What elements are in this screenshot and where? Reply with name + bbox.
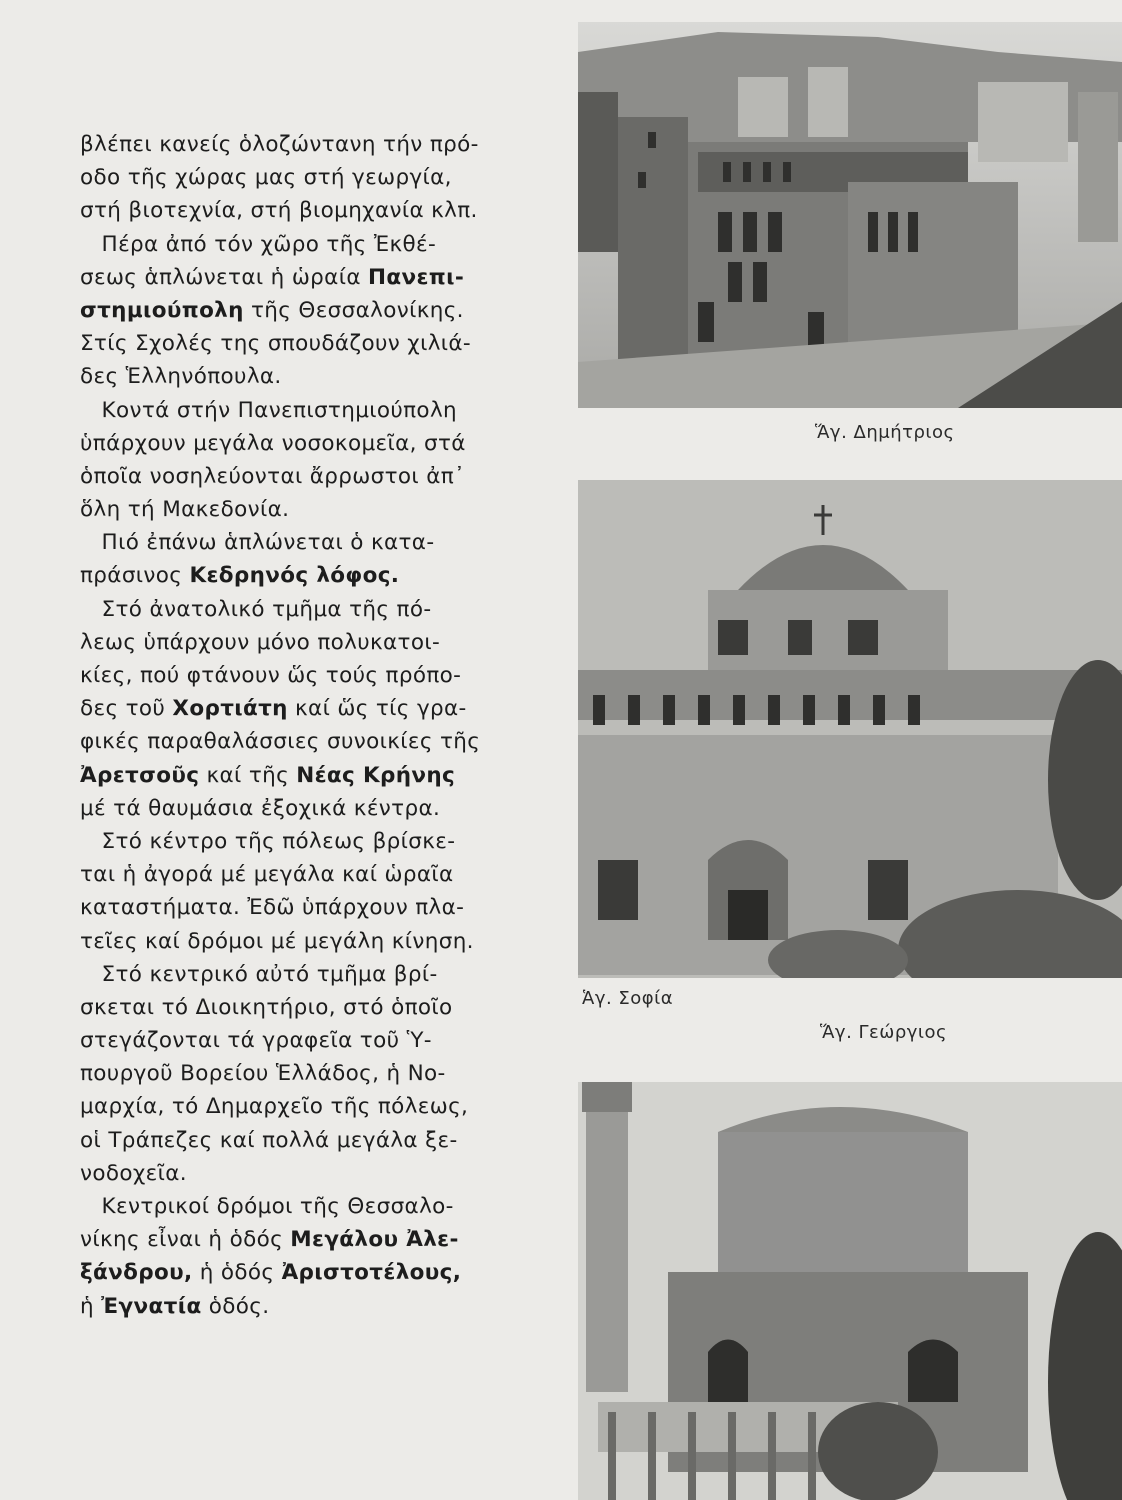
text-line: Κεντρικοί δρόμοι τῆς Θεσσαλο- [80, 1194, 454, 1219]
text-line: φικές παραθαλάσσιες συνοικίες τῆς [80, 729, 481, 755]
caption-agia-sofia: Ἁγ. Σοφία [582, 988, 674, 1009]
caption-agios-dimitrios: Ἅγ. Δημήτριος [815, 422, 955, 443]
photo-agia-sofia [578, 480, 1122, 978]
text-line: στή βιοτεχνία, στή βιομηχανία κλπ. [80, 198, 478, 224]
text-line: βλέπει κανείς ὁλοζώντανη τήν πρό- [80, 132, 479, 157]
text-line: Πιό ἐπάνω ἁπλώνεται ὁ κατα- [80, 530, 435, 556]
text-line: Στό ἀνατολικό τμῆμα τῆς πό- [80, 596, 432, 622]
text-line: ται ἡ ἀγορά μέ μεγάλα καί ὡραῖα [80, 862, 454, 888]
text-line: Στό κεντρικό αὐτό τμῆμα βρί- [80, 961, 438, 987]
text-line: τεῖες καί δρόμοι μέ μεγάλη κίνηση. [80, 928, 474, 954]
text-line: Στίς Σχολές της σπουδάζουν χιλιά- [80, 331, 472, 357]
text-line: οδο τῆς χώρας μας στή γεωργία, [80, 165, 452, 191]
text-line: ἡ Ἐγνατία ὁδός. [80, 1293, 270, 1319]
text-line: οἱ Τράπεζες καί πολλά μεγάλα ξε- [80, 1127, 458, 1153]
text-line: λεως ὑπάρχουν μόνο πολυκατοι- [80, 629, 441, 655]
text-line: πουργοῦ Βορείου Ἑλλάδος, ἡ Νο- [80, 1061, 446, 1087]
photo-agios-georgios [578, 1082, 1122, 1500]
caption-agios-georgios: Ἅγ. Γεώργιος [820, 1022, 948, 1043]
text-line: μέ τά θαυμάσια ἐξοχικά κέντρα. [80, 795, 441, 821]
text-line: δες τοῦ Χορτιάτη καί ὥς τίς γρα- [80, 696, 467, 722]
text-line: ὑπάρχουν μεγάλα νοσοκομεῖα, στά [80, 430, 466, 456]
text-line: Πέρα ἀπό τόν χῶρο τῆς Ἐκθέ- [80, 231, 437, 257]
photo-agios-dimitrios [578, 22, 1122, 408]
text-line: ὅλη τή Μακεδονία. [80, 497, 290, 523]
text-line: κίες, πού φτάνουν ὥς τούς πρόπο- [80, 663, 462, 688]
text-line: Ἀρετσοῦς καί τῆς Νέας Κρήνης [80, 762, 456, 788]
text-line: ξάνδρου, ἡ ὁδός Ἀριστοτέλους, [80, 1260, 462, 1286]
text-line: στεγάζονται τά γραφεῖα τοῦ Ὑ- [80, 1028, 432, 1054]
text-line: νοδοχεῖα. [80, 1160, 187, 1186]
text-line: πράσινος Κεδρηνός λόφος. [80, 563, 400, 589]
text-line: σεως ἁπλώνεται ἡ ὡραία Πανεπι- [80, 264, 465, 290]
text-line: ὁποῖα νοσηλεύονται ἄρρωστοι ἀπ᾿ [80, 463, 466, 489]
text-line: Στό κέντρο τῆς πόλεως βρίσκε- [80, 828, 456, 854]
text-line: μαρχία, τό Δημαρχεῖο τῆς πόλεως, [80, 1094, 469, 1120]
text-line: δες Ἑλληνόπουλα. [80, 364, 282, 390]
main-text-column [80, 128, 512, 1323]
text-line: στημιούπολη τῆς Θεσσαλονίκης. [80, 297, 464, 323]
text-line: νίκης εἶναι ἡ ὁδός Μεγάλου Ἀλε- [80, 1227, 459, 1253]
text-line: καταστήματα. Ἐδῶ ὑπάρχουν πλα- [80, 895, 465, 921]
text-line: σκεται τό Διοικητήριο, στό ὁποῖο [80, 994, 453, 1020]
text-line: Κοντά στήν Πανεπιστημιούπολη [80, 397, 457, 423]
